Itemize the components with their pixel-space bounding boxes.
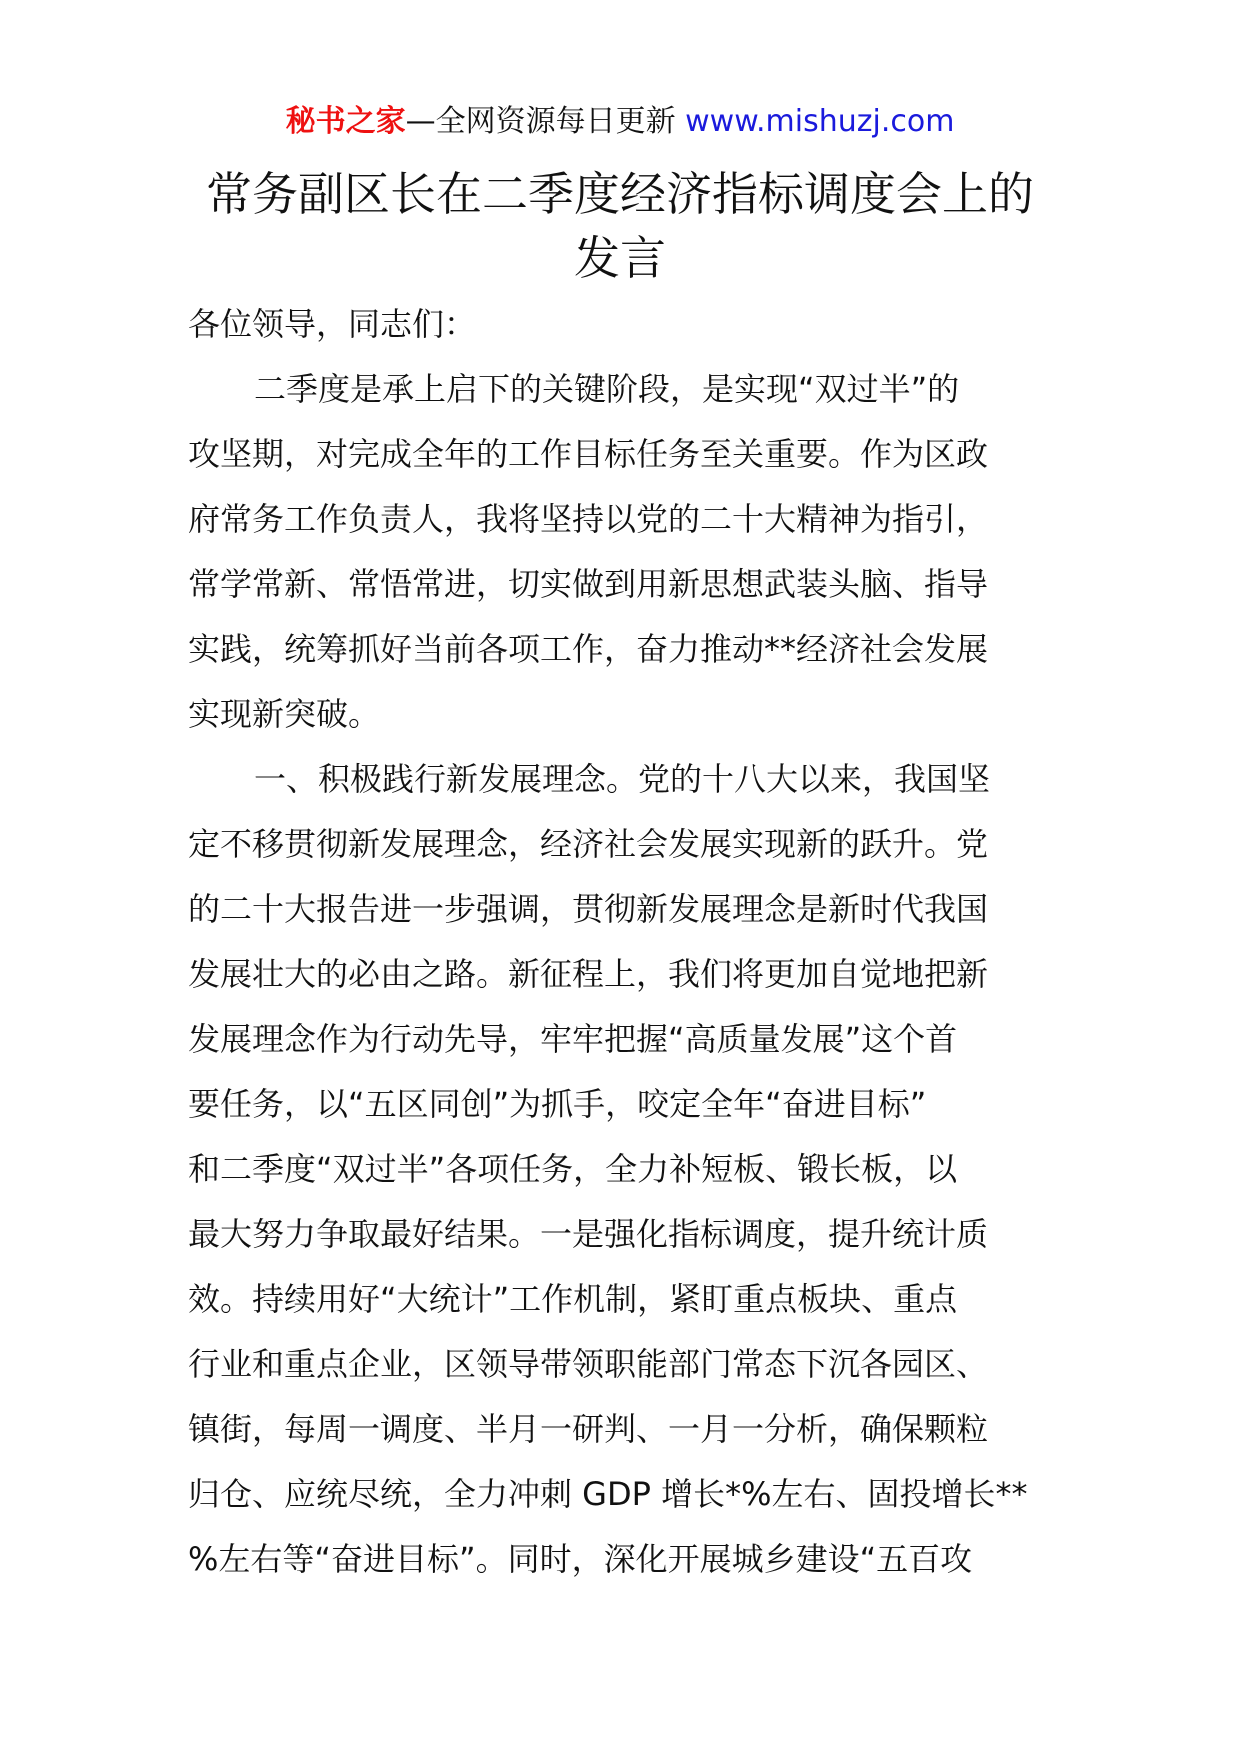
body-line: 发展壮大的必由之路。新征程上，我们将更加自觉地把新 xyxy=(188,955,989,993)
body-line: 归仓、应统尽统，全力冲刺 GDP 增长*%左右、固投增长** xyxy=(188,1475,1028,1513)
body-line: %左右等“奋进目标”。同时，深化开展城乡建设“五百攻 xyxy=(188,1540,973,1578)
body-line: 最大努力争取最好结果。一是强化指标调度，提升统计质 xyxy=(188,1215,989,1253)
body-line: 常学常新、常悟常进，切实做到用新思想武装头脑、指导 xyxy=(188,565,989,603)
salutation: 各位领导，同志们： xyxy=(188,305,477,343)
body-line: 行业和重点企业，区领导带领职能部门常态下沉各园区、 xyxy=(188,1345,989,1383)
document-title xyxy=(150,162,1090,290)
site-url-link[interactable]: www.mishuzj.com xyxy=(685,104,955,139)
body-line: 的二十大报告进一步强调，贯彻新发展理念是新时代我国 xyxy=(188,890,989,928)
body-line: 要任务，以“五区同创”为抓手，咬定全年“奋进目标” xyxy=(188,1085,927,1123)
body-line: 镇街，每周一调度、半月一研判、一月一分析，确保颗粒 xyxy=(188,1410,989,1448)
document-body xyxy=(188,292,1058,1592)
body-line: 二季度是承上启下的关键阶段，是实现“双过半”的 xyxy=(254,370,960,408)
body-line: 发展理念作为行动先导，牢牢把握“高质量发展”这个首 xyxy=(188,1020,958,1058)
body-line: 定不移贯彻新发展理念，经济社会发展实现新的跃升。党 xyxy=(188,825,989,863)
site-header xyxy=(0,100,1240,144)
body-line: 一、积极践行新发展理念。党的十八大以来，我国坚 xyxy=(254,760,991,798)
document-title-line: 常务副区长在二季度经济指标调度会上的 xyxy=(206,167,1034,221)
body-line: 府常务工作负责人，我将坚持以党的二十大精神为指引， xyxy=(188,500,989,538)
body-line: 实现新突破。 xyxy=(188,695,381,733)
body-line: 实践，统筹抓好当前各项工作，奋力推动**经济社会发展 xyxy=(188,630,989,668)
document-title-line: 发言 xyxy=(574,231,666,285)
body-line: 效。持续用好“大统计”工作机制，紧盯重点板块、重点 xyxy=(188,1280,958,1318)
brand-name: 秘书之家 xyxy=(285,104,406,139)
header-tagline: —全网资源每日更新 xyxy=(405,104,686,139)
body-line: 攻坚期，对完成全年的工作目标任务至关重要。作为区政 xyxy=(188,435,989,473)
body-line: 和二季度“双过半”各项任务，全力补短板、锻长板，以 xyxy=(188,1150,958,1188)
